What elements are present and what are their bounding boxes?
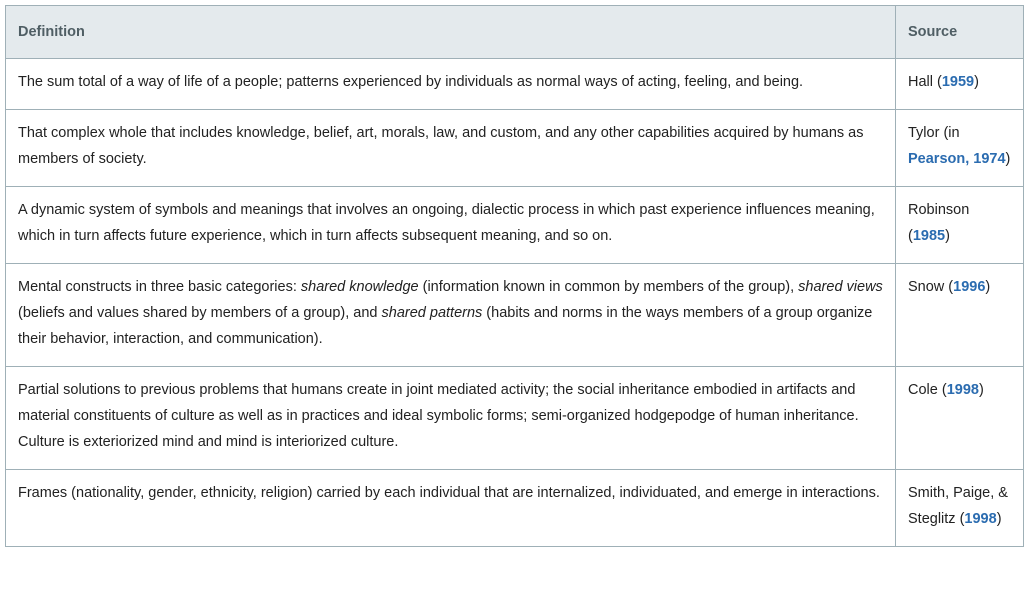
source-year-link[interactable]: Pearson, 1974 [908,151,1006,167]
source-cell [896,110,1024,187]
header-source: Source [896,6,1024,59]
definition-cell: The sum total of a way of life of a people; patterns experienced by individuals as normal ways of acting, feeling, and being. [6,59,896,110]
source-year-link[interactable]: 1998 [946,382,979,398]
source-cell [896,59,1024,110]
table-row [6,367,1024,470]
source-author: Robinson ( [908,202,970,244]
table-header-row [6,6,1024,59]
definition-cell: A dynamic system of symbols and meanings that involves an ongoing, dialectic process in which past experience influences meaning, which in turn affects future experience, which in turn affects subsequent meaning, and so on. [6,187,896,264]
source-year-link[interactable]: 1959 [941,74,975,90]
source-author: Smith, Paige, & Steglitz ( [908,485,1008,527]
definition-text: (information known in common by members of the group), [418,279,799,295]
table-row [6,264,1024,367]
table-row [6,187,1024,264]
source-year-link[interactable]: 1998 [964,511,997,527]
source-author: Tylor (in [908,125,960,141]
source-year-link[interactable]: 1996 [953,279,986,295]
table-row [6,59,1024,110]
definition-term: shared views [798,279,883,295]
source-close: ) [974,74,979,90]
source-cell [896,264,1024,367]
source-close: ) [1005,151,1011,167]
definition-cell: Frames (nationality, gender, ethnicity, religion) carried by each individual that are internalized, individuated, and emerge in interactions. [6,470,896,547]
source-cell [896,367,1024,470]
definition-text: Mental constructs in three basic categories: [18,279,301,295]
source-close: ) [945,228,950,244]
definition-cell [6,264,896,367]
source-year-link[interactable]: 1985 [912,228,946,244]
source-close: ) [996,511,1002,527]
definition-cell: That complex whole that includes knowledge, belief, art, morals, law, and custom, and any other capabilities acquired by humans as members of society. [6,110,896,187]
source-author: Snow ( [908,279,954,295]
definition-term: shared patterns [381,305,483,321]
source-author: Cole ( [908,382,947,398]
table-row [6,470,1024,547]
source-cell [896,470,1024,547]
source-author: Hall ( [908,74,942,90]
source-close: ) [978,382,984,398]
source-cell [896,187,1024,264]
definition-cell: Partial solutions to previous problems that humans create in joint mediated activity; the social inheritance embodied in artifacts and material constituents of culture as well as in practices and ideal symbolic forms; semi-organized hodgepodge of human inheritance. Culture is exteriorized mind and mind is interiorized culture. [6,367,896,470]
definition-term: shared knowledge [300,279,419,295]
definitions-table [5,5,1024,547]
table-row [6,110,1024,187]
definition-text: (beliefs and values shared by members of a group), and [18,305,382,321]
definition-text: (habits and norms in the ways members of a group organize their behavior, interaction, and communication). [18,305,873,347]
header-definition: Definition [6,6,896,59]
source-close: ) [985,279,991,295]
